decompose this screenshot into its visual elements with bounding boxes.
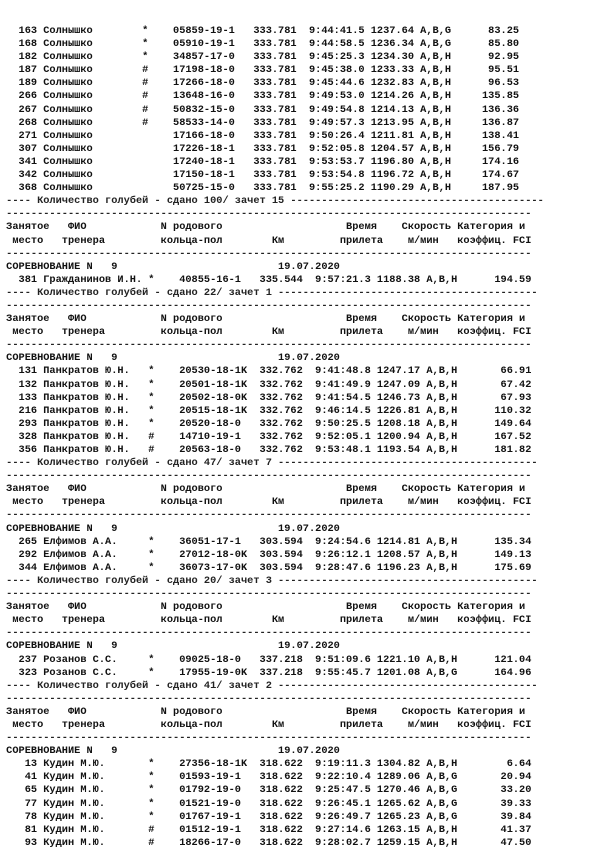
separator-line: -------------------------------------------------------------------------------------	[0, 208, 532, 221]
result-row: 189 Солнышко # 17266-18-0 333.781 9:45:44.6 1232.83 A,B,H 96.53	[0, 77, 520, 90]
results-printout	[0, 25, 600, 850]
result-row: 265 Елфимов А.А. * 36051-17-1 303.594 9:24:54.6 1214.81 A,B,H 135.34	[0, 535, 532, 548]
table-header-row: Занятое ФИО N родового Время Скорость Категория и	[0, 313, 526, 326]
result-row: 216 Панкратов Ю.Н. * 20515-18-1K 332.762 9:46:14.5 1226.81 A,B,H 110.32	[0, 404, 532, 417]
result-row: 131 Панкратов Ю.Н. * 20530-18-1K 332.762 9:41:48.8 1247.17 A,B,H 66.91	[0, 365, 532, 378]
separator-line: -------------------------------------------------------------------------------------	[0, 692, 532, 705]
table-header-row: Занятое ФИО N родового Время Скорость Категория и	[0, 705, 526, 718]
result-row: 182 Солнышко * 34857-17-0 333.781 9:45:25.3 1234.30 A,B,H 92.95	[0, 51, 520, 64]
competition-title: СОРЕВНОВАНИЕ N 9 19.07.2020	[0, 260, 340, 273]
separator-line: -------------------------------------------------------------------------------------	[0, 470, 532, 483]
result-row: 323 Розанов С.С. * 17955-19-0K 337.218 9:55:45.7 1201.08 A,B,G 164.96	[0, 666, 532, 679]
separator-line: ---- Количество голубей - сдано 20/ зачет 3 ------------------------------------------	[0, 574, 538, 587]
table-header-row: место тренера кольца-пол Км прилета м/мин коэффиц. FCI	[0, 718, 532, 731]
result-row: 168 Солнышко * 05910-19-1 333.781 9:44:58.5 1236.34 A,B,G 85.80	[0, 38, 520, 51]
result-row: 271 Солнышко 17166-18-0 333.781 9:50:26.4 1211.81 A,B,H 138.41	[0, 129, 520, 142]
competition-title: СОРЕВНОВАНИЕ N 9 19.07.2020	[0, 745, 340, 758]
separator-line: ---- Количество голубей - сдано 47/ зачет 7 ------------------------------------------	[0, 457, 538, 470]
result-row: 132 Панкратов Ю.Н. * 20501-18-1K 332.762 9:41:49.9 1247.09 A,B,H 67.42	[0, 378, 532, 391]
table-header-row: место тренера кольца-пол Км прилета м/мин коэффиц. FCI	[0, 326, 532, 339]
result-row: 237 Розанов С.С. * 09025-18-0 337.218 9:51:09.6 1221.10 A,B,H 121.04	[0, 653, 532, 666]
result-row: 293 Панкратов Ю.Н. * 20520-18-0 332.762 9:50:25.5 1208.18 A,B,H 149.64	[0, 417, 532, 430]
result-row: 344 Елфимов А.А. * 36073-17-0K 303.594 9:28:47.6 1196.23 A,B,H 175.69	[0, 561, 532, 574]
result-row: 13 Кудин М.Ю. * 27356-18-1K 318.622 9:19:11.3 1304.82 A,B,H 6.64	[0, 758, 532, 771]
result-row: 93 Кудин М.Ю. # 18266-17-0 318.622 9:28:02.7 1259.15 A,B,H 47.50	[0, 836, 532, 849]
separator-line: -------------------------------------------------------------------------------------	[0, 247, 532, 260]
table-header-row: Занятое ФИО N родового Время Скорость Категория и	[0, 221, 526, 234]
separator-line: -------------------------------------------------------------------------------------	[0, 299, 532, 312]
result-row: 65 Кудин М.Ю. * 01792-19-0 318.622 9:25:47.5 1270.46 A,B,G 33.20	[0, 784, 532, 797]
result-row: 381 Гражданинов И.Н. * 40855-16-1 335.544 9:57:21.3 1188.38 A,B,H 194.59	[0, 273, 532, 286]
result-row: 341 Солнышко 17240-18-1 333.781 9:53:53.7 1196.80 A,B,H 174.16	[0, 155, 520, 168]
competition-title: СОРЕВНОВАНИЕ N 9 19.07.2020	[0, 522, 340, 535]
result-row: 268 Солнышко # 58533-14-0 333.781 9:49:57.3 1213.95 A,B,H 136.87	[0, 116, 520, 129]
table-header-row: Занятое ФИО N родового Время Скорость Категория и	[0, 601, 526, 614]
result-row: 342 Солнышко 17150-18-1 333.781 9:53:54.8 1196.72 A,B,H 174.67	[0, 169, 520, 182]
result-row: 266 Солнышко # 13648-16-0 333.781 9:49:53.0 1214.26 A,B,H 135.85	[0, 90, 520, 103]
separator-line: ---- Количество голубей - сдано 22/ зачет 1 ------------------------------------------	[0, 286, 538, 299]
result-row: 292 Елфимов А.А. * 27012-18-0K 303.594 9:26:12.1 1208.57 A,B,H 149.13	[0, 548, 532, 561]
result-row: 77 Кудин М.Ю. * 01521-19-0 318.622 9:26:45.1 1265.62 A,B,G 39.33	[0, 797, 532, 810]
separator-line: -------------------------------------------------------------------------------------	[0, 509, 532, 522]
separator-line: ---- Количество голубей - сдано 100/ зачет 15 -----------------------------------------	[0, 195, 544, 208]
table-header-row: место тренера кольца-пол Км прилета м/мин коэффиц. FCI	[0, 234, 532, 247]
result-row: 368 Солнышко 50725-15-0 333.781 9:55:25.2 1190.29 A,B,H 187.95	[0, 182, 520, 195]
separator-line: -------------------------------------------------------------------------------------	[0, 732, 532, 745]
competition-title: СОРЕВНОВАНИЕ N 9 19.07.2020	[0, 640, 340, 653]
result-row: 78 Кудин М.Ю. * 01767-19-1 318.622 9:26:49.7 1265.23 A,B,G 39.84	[0, 810, 532, 823]
result-row: 187 Солнышко # 17198-18-0 333.781 9:45:38.0 1233.33 A,B,H 95.51	[0, 64, 520, 77]
separator-line: ---- Количество голубей - сдано 41/ зачет 2 ------------------------------------------	[0, 679, 538, 692]
result-row: 163 Солнышко * 05859-19-1 333.781 9:44:41.5 1237.64 A,B,G 83.25	[0, 25, 520, 37]
separator-line: -------------------------------------------------------------------------------------	[0, 588, 532, 601]
result-row: 81 Кудин М.Ю. # 01512-19-1 318.622 9:27:14.6 1263.15 A,B,H 41.37	[0, 823, 532, 836]
result-row: 41 Кудин М.Ю. * 01593-19-1 318.622 9:22:10.4 1289.06 A,B,G 20.94	[0, 771, 532, 784]
separator-line: -------------------------------------------------------------------------------------	[0, 627, 532, 640]
result-row: 328 Панкратов Ю.Н. # 14710-19-1 332.762 9:52:05.1 1200.94 A,B,H 167.52	[0, 430, 532, 443]
table-header-row: Занятое ФИО N родового Время Скорость Категория и	[0, 483, 526, 496]
table-header-row: место тренера кольца-пол Км прилета м/мин коэффиц. FCI	[0, 614, 532, 627]
result-row: 307 Солнышко 17226-18-1 333.781 9:52:05.8 1204.57 A,B,H 156.79	[0, 142, 520, 155]
competition-title: СОРЕВНОВАНИЕ N 9 19.07.2020	[0, 352, 340, 365]
separator-line: -------------------------------------------------------------------------------------	[0, 339, 532, 352]
table-header-row: место тренера кольца-пол Км прилета м/мин коэффиц. FCI	[0, 496, 532, 509]
result-row: 133 Панкратов Ю.Н. * 20502-18-0K 332.762 9:41:54.5 1246.73 A,B,H 67.93	[0, 391, 532, 404]
result-row: 356 Панкратов Ю.Н. # 20563-18-0 332.762 9:53:48.1 1193.54 A,B,H 181.82	[0, 444, 532, 456]
result-row: 267 Солнышко # 50832-15-0 333.781 9:49:54.8 1214.13 A,B,H 136.36	[0, 103, 520, 116]
